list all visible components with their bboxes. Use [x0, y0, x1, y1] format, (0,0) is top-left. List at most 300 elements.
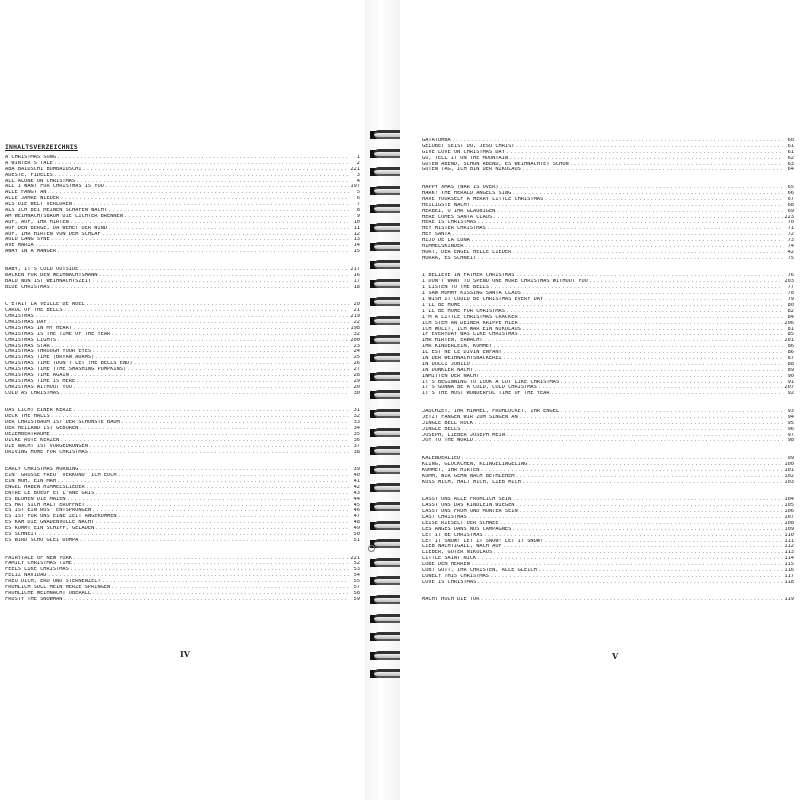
- toc-entry-page: 107: [784, 515, 794, 520]
- toc-entry-page: 66: [783, 191, 794, 197]
- toc-entry-title: AUF, IHR HIRTEN VON DEM SCHLAF: [5, 231, 101, 237]
- toc-entry-title: JINGLE BELL ROCK: [422, 420, 474, 426]
- toc-entry-title: LOVE IS CHRISTMAS: [422, 579, 477, 585]
- toc-entry-page: 53: [349, 567, 360, 573]
- toc-entry-title: I SAW MOMMY KISSING SANTA CLAUS: [422, 291, 521, 297]
- toc-entry: [422, 167, 794, 173]
- toc-entry-title: LEISE RIESELT DER SCHNEE: [422, 520, 499, 526]
- toc-entry-title: KOMMET, IHR HIRTEN: [422, 467, 480, 473]
- toc-entry-title: CHRISTMAS WITHOUT YOU: [5, 384, 72, 390]
- toc-entry-title: LOBE DEN HERREN: [422, 562, 470, 568]
- toc-entry-page: 47: [349, 514, 360, 520]
- toc-entry-page: 18: [349, 285, 360, 291]
- toc-entry-title: AUF DEN BERGE, DA WEHET DER WIND: [5, 225, 108, 231]
- toc-entry-title: IT'S BEGINNING TO LOOK A LOT LIKE CHRISTMAS: [422, 379, 560, 385]
- toc-entry-title: IHR KINDERLEIN, KOMMET: [422, 344, 493, 350]
- toc-entry-title: GIVE LOVE ON CHRISTMAS DAY: [422, 149, 505, 155]
- toc-leader-dots: [477, 256, 783, 262]
- toc-entry-page: 31: [349, 408, 360, 414]
- toc-entry-title: GUTEN TAG, ICH BIN DER NIKOLAUS: [422, 167, 521, 173]
- toc-entry-title: HEY MISTER CHRISTMAS: [422, 226, 486, 232]
- toc-entry-title: ICH STEH AN DEINER KRIPPE HIER: [422, 320, 518, 326]
- toc-entry-page: 45: [349, 503, 360, 509]
- toc-entry-title: DER CHRISTBAUM IST DER SCHÖNSTE BAUM: [5, 420, 120, 426]
- toc-entry-page: 12: [349, 232, 360, 238]
- toc-entry-title: BABY, IT'S COLD OUTSIDE: [5, 266, 79, 272]
- toc-entry-title: LONELY THIS CHRISTMAS: [422, 573, 489, 579]
- toc-entry-page: 113: [784, 550, 794, 556]
- toc-entry-title: CHRISTMAS TIME AGAIN: [5, 372, 69, 378]
- toc-entry-page: 49: [349, 526, 360, 532]
- toc-entry-page: 52: [349, 561, 360, 567]
- toc-entry-page: 17: [349, 279, 360, 285]
- toc-entry-page: 32: [349, 332, 360, 338]
- toc-entry-title: LET IT SNOW! LET IT SNOW! LET IT SNOW!: [422, 538, 544, 544]
- toc-entry-page: 35: [349, 432, 360, 438]
- toc-entry-page: 16: [349, 273, 360, 279]
- toc-entry-title: CHRISTMAS TIME (THE SMASHING PUMPKINS): [5, 367, 127, 373]
- toc-entry-page: 24: [349, 349, 360, 355]
- toc-entry-title: CHRISTMAS: [5, 314, 34, 320]
- toc-entry-title: DAS LICHT EINER KERZE: [5, 408, 72, 414]
- left-page: [0, 0, 375, 800]
- toc-entry-page: 203: [784, 279, 794, 285]
- toc-entry-title: ES BLÜHEN DIE MAIEN: [5, 496, 66, 502]
- toc-entry-title: GO, TELL IT ON THE MOUNTAIN: [422, 155, 509, 161]
- toc-entry-page: 48: [349, 520, 360, 526]
- toc-entry-title: HIJO DE LA LUNA: [422, 238, 470, 244]
- toc-entry-page: 30: [349, 391, 360, 397]
- toc-entry-title: COLD AS CHRISTMAS: [5, 390, 60, 396]
- toc-entry-page: 37: [349, 444, 360, 450]
- toc-entry-page: 94: [783, 415, 794, 421]
- toc-entry-title: KLING, GLÖCKCHEN, KLINGELINGELING: [422, 461, 528, 467]
- toc-entry-title: LET IT BE CHRISTMAS: [422, 532, 483, 538]
- toc-entry-page: 58: [349, 591, 360, 597]
- toc-entry-page: 86: [783, 350, 794, 356]
- toc-entry-title: C'ÉTAIT LA VEILLE DE NOËL: [5, 302, 85, 308]
- toc-entry-page: 51: [349, 538, 360, 544]
- toc-entry-title: KOMM, WIR GEHN NACH BETHLEHEM: [422, 473, 515, 479]
- toc-entry-title: CHRISTMAS IS THE TIME OF THE YEAR: [5, 331, 111, 337]
- toc-entry-page: 98: [783, 438, 794, 444]
- toc-entry-page: 81: [783, 327, 794, 333]
- toc-entry-title: ENGEL HABEN HIMMELSLIEDER: [5, 484, 85, 490]
- toc-entry-title: ES IST EIN ROS' ENTSPRUNGEN: [5, 508, 92, 514]
- toc-entry-title: FROSTY THE SNOWMAN: [5, 596, 63, 602]
- left-toc-list: [5, 155, 360, 603]
- toc-entry-title: ABA BAIDSCHI BUMBAIDSCHI: [5, 166, 82, 172]
- toc-entry-title: CHRISTMAS DAY: [5, 319, 47, 325]
- right-toc-list: [422, 138, 794, 603]
- toc-entry-page: 63: [783, 162, 794, 168]
- toc-entry-page: 42: [783, 250, 794, 256]
- toc-entry-title: I'LL BE HOME FOR CHRISTMAS: [422, 308, 505, 314]
- toc-entry-title: BALD NUN IST WEIHNACHTSZEIT: [5, 278, 92, 284]
- toc-entry-page: 38: [349, 450, 360, 456]
- toc-entry-page: 104: [784, 497, 794, 503]
- toc-entry-page: 82: [783, 309, 794, 315]
- toc-entry-title: ICH WOLLT, ICH WÄR EIN NIKOLAUS: [422, 326, 521, 332]
- toc-entry-title: HERE COMES SANTA CLAUS: [422, 214, 493, 220]
- toc-entry-title: LIEBER, GUTER NIKOLAUS: [422, 550, 493, 556]
- toc-entry-title: HARK! THE HERALD ANGELS SING: [422, 191, 512, 197]
- toc-entry-page: 91: [783, 380, 794, 386]
- toc-leader-dots: [79, 538, 349, 544]
- toc-entry-page: 115: [784, 562, 794, 568]
- toc-entry-page: 197: [350, 184, 360, 190]
- toc-entry-page: 76: [783, 273, 794, 279]
- toc-entry: [5, 450, 360, 456]
- toc-entry-title: EIN' GROSSE FREU' VERKÜND' ICH EUCH: [5, 473, 117, 479]
- toc-title: INHALTSVERZEICHNIS: [5, 143, 78, 151]
- toc-entry-page: 90: [783, 374, 794, 380]
- toc-entry-title: EARLY CHRISTMAS MORNING: [5, 467, 79, 473]
- toc-entry-page: 50: [349, 532, 360, 538]
- toc-entry-page: 61: [783, 150, 794, 156]
- toc-entry-page: 73: [783, 238, 794, 244]
- toc-entry-page: 65: [783, 185, 794, 191]
- toc-entry-page: 217: [350, 266, 360, 272]
- toc-entry-title: JINGLE BELLS: [422, 426, 461, 432]
- toc-entry-page: 198: [350, 325, 360, 331]
- toc-entry-page: 112: [784, 544, 794, 550]
- toc-entry-page: 36: [349, 438, 360, 444]
- toc-entry-page: 92: [783, 391, 794, 397]
- toc-entry: [5, 285, 360, 291]
- toc-entry-title: KÜSS MICH, HALT MICH, LIEB MICH: [422, 479, 521, 485]
- toc-entry-page: 55: [349, 579, 360, 585]
- toc-entry-page: 42: [349, 485, 360, 491]
- toc-entry-page: 119: [784, 597, 794, 603]
- toc-leader-dots: [477, 580, 783, 586]
- toc-entry-page: 43: [349, 491, 360, 497]
- toc-entry-title: ALL ALONE ON CHRISTMAS: [5, 178, 76, 184]
- toc-entry-page: 221: [350, 555, 360, 561]
- toc-entry-page: 223: [784, 214, 794, 220]
- toc-entry-title: FRÖHLICHE WEIHNACHT ÜBERALL: [5, 590, 92, 596]
- toc-entry-title: DECK THE HALLS: [5, 414, 50, 420]
- toc-entry-title: DER HEILAND IST GEBOREN: [5, 425, 79, 431]
- toc-entry-title: JOY TO THE WORLD: [422, 438, 474, 444]
- toc-entry-page: 88: [783, 362, 794, 368]
- toc-entry-page: 93: [783, 409, 794, 415]
- toc-entry-page: 40: [349, 473, 360, 479]
- toc-entry-page: 206: [784, 320, 794, 326]
- toc-entry-title: A WINTER'S TALE: [5, 160, 53, 166]
- toc-entry-title: EIN MUH, EIN MÄH: [5, 478, 57, 484]
- toc-entry-page: 77: [783, 285, 794, 291]
- toc-entry-page: 78: [783, 291, 794, 297]
- toc-entry-title: HERE IS CHRISTMAS: [422, 220, 477, 226]
- toc-entry-title: FREU DICH, ERD UND STERNENZELT: [5, 579, 101, 585]
- toc-leader-dots: [522, 167, 783, 173]
- toc-entry-page: 34: [349, 426, 360, 432]
- toc-entry-title: BACKEN FÜR DEN WEIHNACHTSMANN: [5, 272, 98, 278]
- toc-entry-page: 27: [349, 367, 360, 373]
- toc-entry-title: DICKE ROTE KERZEN: [5, 437, 60, 443]
- toc-entry: [5, 538, 360, 544]
- toc-leader-dots: [480, 597, 783, 603]
- toc-entry-page: 95: [783, 421, 794, 427]
- toc-entry-title: HERBEI, O IHR GLÄUBIGEN: [422, 208, 496, 214]
- toc-entry-title: ES SCHNEIT: [5, 532, 37, 537]
- toc-entry-title: AM WEIHNACHTSBAUM DIE LICHTER BRENNEN: [5, 213, 123, 219]
- toc-entry-title: CHRISTMAS THROUGH YOUR EYES: [5, 349, 92, 355]
- toc-entry-page: 72: [783, 232, 794, 238]
- toc-entry-title: LITTLE SAINT NICK: [422, 556, 477, 562]
- toc-entry-page: 22: [349, 320, 360, 326]
- toc-entry-page: 207: [784, 385, 794, 391]
- toc-leader-dots: [474, 438, 783, 444]
- toc-entry-title: GATATUMBA: [422, 138, 451, 143]
- toc-entry-page: 11: [349, 226, 360, 232]
- toc-entry-page: 69: [783, 209, 794, 215]
- toc-entry: [5, 391, 360, 397]
- toc-entry-page: 29: [349, 379, 360, 385]
- toc-entry-page: 1: [349, 155, 360, 161]
- toc-entry-page: 59: [349, 597, 360, 603]
- toc-entry-page: 7: [349, 202, 360, 208]
- toc-entry-title: ALLE JAHRE WIEDER: [5, 196, 60, 202]
- toc-entry-title: KALENDERLIED: [422, 456, 461, 462]
- toc-entry-page: 21: [349, 308, 360, 314]
- toc-entry-title: IN DER WEIHNACHTSBÄCKEREI: [422, 355, 502, 361]
- toc-entry-title: FELIZ NAVIDAD: [5, 573, 47, 579]
- toc-entry-page: 20: [349, 385, 360, 391]
- toc-entry-page: 61: [783, 144, 794, 150]
- toc-entry-title: LAST CHRISTMAS: [422, 515, 467, 520]
- toc-entry-page: 86: [783, 344, 794, 350]
- toc-entry-page: 103: [784, 479, 794, 485]
- toc-entry-title: LIEB NACHTIGALL, WACH AUF: [422, 544, 502, 550]
- toc-entry-title: JETZT FANGEN WIR ZUM SINGEN AN: [422, 414, 518, 420]
- right-page: [400, 0, 800, 800]
- toc-entry-title: CHRISTMAS TIME (DON'T LET THE BELLS END): [5, 361, 133, 367]
- toc-entry: [422, 580, 794, 586]
- toc-entry-page: 32: [349, 414, 360, 420]
- toc-entry-title: I DON'T WANT TO SPEND ONE MORE CHRISTMAS WITHOUT YOU: [422, 279, 588, 285]
- toc-entry-title: CAROL OF THE BELLS: [5, 308, 63, 314]
- toc-entry-page: 102: [784, 473, 794, 479]
- toc-entry-page: 111: [784, 538, 794, 544]
- toc-entry-title: HORRA, ES SCHNEIT: [422, 255, 477, 261]
- toc-entry-title: ES KAM DIE GNADENVOLLE NACHT: [5, 520, 95, 526]
- toc-entry-page: 20: [349, 302, 360, 308]
- toc-entry-page: 101: [784, 467, 794, 473]
- toc-entry-title: LASST UNS FROH UND MUNTER SEIN: [422, 509, 518, 515]
- toc-entry-title: ENTRE LE BOEUF ET L'ÂNE GRIS: [5, 490, 95, 496]
- toc-entry-title: HAPPY XMAS (WAR IS OVER): [422, 185, 499, 191]
- toc-entry-title: ES HAT SICH HALT ERÖFFNET: [5, 502, 85, 508]
- toc-entry-page: 39: [349, 467, 360, 473]
- toc-entry-page: 67: [783, 197, 794, 203]
- toc-entry-page: 200: [350, 337, 360, 343]
- toc-entry: [422, 438, 794, 444]
- toc-entry-title: CHRISTMAS TIME IS HERE: [5, 378, 76, 384]
- toc-entry-title: AWAY IN A MANGER: [5, 249, 57, 255]
- toc-entry-page: 62: [783, 156, 794, 162]
- toc-entry-page: 109: [784, 526, 794, 532]
- toc-entry-title: IL EST NÉ LE DIVIN ENFANT: [422, 350, 502, 356]
- toc-leader-dots: [60, 391, 349, 397]
- toc-entry-page: 23: [349, 344, 360, 350]
- toc-entry-title: ES WIRD SCHO GLEI DUMPA: [5, 537, 79, 543]
- toc-entry-title: DEZEMBERTRÄUME: [5, 431, 50, 437]
- toc-entry-title: HAVE YOURSELF A MERRY LITTLE CHRISTMAS: [422, 196, 544, 202]
- toc-entry-title: CHRISTMAS STAR: [5, 343, 50, 349]
- toc-entry-title: LASST UNS ALLE FRÖHLICH SEIN: [422, 497, 512, 503]
- toc-entry-title: CHRISTMAS TIME (BRYAN ADAMS): [5, 355, 95, 361]
- toc-entry-page: 28: [349, 373, 360, 379]
- toc-entry-page: 71: [783, 226, 794, 232]
- toc-entry-title: HÖRT, DER ENGEL HELLE LIEDER: [422, 249, 512, 255]
- toc-entry-title: ES IST FÜR UNS EINE ZEIT ANGEKOMMEN: [5, 514, 117, 520]
- toc-entry-page: 68: [783, 203, 794, 209]
- toc-entry-title: I'LL BE HOME: [422, 302, 461, 308]
- toc-entry-page: 97: [783, 433, 794, 439]
- toc-entry-title: LES ANGES DANS NOS CAMPAGNES: [422, 526, 512, 532]
- toc-entry-title: ALS DIE WELT VERLOREN: [5, 202, 72, 208]
- toc-entry-page: 33: [349, 420, 360, 426]
- toc-entry-title: CHRISTMAS IN MY HEART: [5, 325, 72, 331]
- toc-entry-title: AULD LANG SYNE: [5, 237, 50, 243]
- toc-entry-title: FRÖHLICH SOLL MEIN HERZE SPRINGEN: [5, 585, 111, 591]
- toc-entry-page: 2: [349, 161, 360, 167]
- toc-entry-title: FEELS LIKE CHRISTMAS: [5, 567, 69, 573]
- toc-leader-dots: [522, 480, 783, 486]
- toc-entry-page: 60: [783, 138, 794, 144]
- toc-entry: [422, 391, 794, 397]
- toc-entry-title: ES KOMMT EIN SCHIFF, GELADEN: [5, 526, 95, 532]
- toc-entry-page: 84: [783, 315, 794, 321]
- toc-entry-page: 75: [783, 256, 794, 262]
- toc-entry-page: 106: [784, 509, 794, 515]
- toc-entry-page: 79: [783, 297, 794, 303]
- toc-entry-page: 74: [783, 244, 794, 250]
- toc-entry-page: 14: [349, 243, 360, 249]
- toc-entry-title: AUF, AUF, IHR HIRTEN: [5, 219, 69, 225]
- toc-entry-title: BLUE CHRISTMAS: [5, 284, 50, 290]
- toc-entry-title: DIE NACHT IST VORGEDRUNGEN: [5, 443, 88, 449]
- toc-entry-page: 5: [349, 190, 360, 196]
- toc-entry-page: 64: [783, 167, 794, 173]
- toc-leader-dots: [89, 450, 349, 456]
- toc-entry-title: ALL I WANT FOR CHRISTMAS IS YOU: [5, 184, 104, 190]
- toc-entry-title: FAMILY CHRISTMAS TIME: [5, 561, 72, 567]
- toc-entry-page: 26: [349, 361, 360, 367]
- punch-mark-icon: [368, 545, 375, 552]
- toc-leader-dots: [57, 249, 349, 255]
- toc-entry-page: 6: [349, 196, 360, 202]
- toc-entry-page: 118: [784, 579, 794, 585]
- toc-entry-title: HEY SANTA: [422, 232, 451, 238]
- toc-entry-page: 96: [783, 427, 794, 433]
- toc-entry-title: IHR HIRTEN, ERWACHT: [422, 338, 483, 344]
- toc-entry-page: 99: [783, 456, 794, 462]
- toc-entry: [422, 597, 794, 603]
- toc-entry-page: 117: [784, 573, 794, 579]
- toc-entry-page: 15: [349, 249, 360, 255]
- toc-entry-title: IF EVERYDAY WAS LIKE CHRISTMAS: [422, 332, 518, 338]
- toc-entry-page: 4: [349, 179, 360, 185]
- toc-entry-page: 9: [349, 214, 360, 220]
- toc-entry: [422, 256, 794, 262]
- toc-entry-title: CHRISTMAS LIGHTS: [5, 337, 57, 343]
- toc-entry-page: 57: [349, 585, 360, 591]
- toc-entry-title: ADESTE, FIDELES: [5, 172, 53, 178]
- toc-entry-title: LASST UNS DAS KINDLEIN WIEGEN: [422, 503, 515, 509]
- toc-entry-page: 110: [784, 532, 794, 538]
- toc-entry-title: MACHT HOCH DIE TÜR: [422, 597, 480, 603]
- toc-entry-page: 114: [784, 556, 794, 562]
- toc-entry-page: 3: [349, 173, 360, 179]
- toc-entry: [422, 480, 794, 486]
- toc-entry-page: 70: [783, 220, 794, 226]
- toc-entry-title: I BELIEVE IN FATHER CHRISTMAS: [422, 273, 515, 279]
- toc-entry-title: JOSEPH, LIEBER JOSEPH MEIN: [422, 432, 505, 438]
- toc-entry-page: 10: [349, 220, 360, 226]
- toc-entry-title: DRIVING HOME FOR CHRISTMAS: [5, 449, 88, 455]
- toc-entry-page: 85: [783, 332, 794, 338]
- toc-entry-title: HIMMELSKINDER: [422, 244, 464, 250]
- toc-entry-page: 116: [784, 568, 794, 574]
- toc-leader-dots: [51, 285, 349, 291]
- toc-entry-title: JAUCHZET, IHR HIMMEL, FROHLOCKET, IHR ENGEL: [422, 408, 560, 414]
- toc-entry-page: 89: [783, 368, 794, 374]
- toc-entry-title: IN DULCI JUBILO: [422, 361, 470, 367]
- toc-entry-title: I'M A LITTLE CHRISTMAS CRACKER: [422, 314, 518, 320]
- toc-entry-page: 201: [784, 338, 794, 344]
- toc-leader-dots: [63, 597, 349, 603]
- toc-entry-page: 221: [350, 166, 360, 172]
- toc-entry-title: FAIRYTALE OF NEW YORK: [5, 555, 72, 561]
- toc-entry: [5, 249, 360, 255]
- toc-entry-page: 219: [350, 314, 360, 320]
- toc-entry-title: ALS ICH BEI MEINEN SCHAFEN WACHT: [5, 208, 108, 214]
- toc-entry-page: 54: [349, 573, 360, 579]
- toc-entry-title: ALLE FANGT AN: [5, 190, 47, 196]
- toc-entry-title: A CHRISTMAS SONG: [5, 155, 57, 160]
- toc-entry-page: 100: [784, 461, 794, 467]
- toc-entry-page: 46: [349, 508, 360, 514]
- toc-entry-title: GUTEN ABEND, SCHÖN ABEND, ES WEIHNACHTET SCHON: [422, 161, 569, 167]
- toc-entry-page: 105: [784, 503, 794, 509]
- left-page-number: IV: [180, 649, 190, 659]
- toc-entry-page: 13: [349, 237, 360, 243]
- toc-entry-title: GELOBET SEIST DU, JESU CHRIST: [422, 143, 515, 149]
- toc-entry-title: LOBT GOTT, IHR CHRISTEN, ALLE GLEICH: [422, 568, 537, 574]
- right-page-number: V: [612, 651, 619, 661]
- toc-entry-title: I WISH IT COULD BE CHRISTMAS EVERY DAY: [422, 297, 544, 303]
- toc-entry-title: IN DUNKLER NACHT: [422, 367, 474, 373]
- toc-entry-page: 44: [349, 497, 360, 503]
- toc-entry-title: I LISTEN TO THE BELLS: [422, 285, 489, 291]
- toc-leader-dots: [551, 391, 783, 397]
- toc-entry-page: 87: [783, 356, 794, 362]
- toc-entry-title: AVE MARIA: [5, 243, 34, 249]
- toc-entry-page: 41: [349, 479, 360, 485]
- toc-entry-title: INMITTEN DER NACHT: [422, 373, 480, 379]
- toc-entry-page: 25: [349, 355, 360, 361]
- toc-entry-title: HEILIGSTE NACHT: [422, 202, 470, 208]
- toc-entry: [5, 597, 360, 603]
- toc-entry-page: 8: [349, 208, 360, 214]
- toc-entry-title: IT'S GONNA BE A COLD, COLD CHRISTMAS: [422, 385, 537, 391]
- toc-entry-page: 108: [784, 520, 794, 526]
- toc-entry-title: IT'S THE MOST WONDERFUL TIME OF THE YEAR: [422, 391, 550, 397]
- toc-entry-page: 80: [783, 303, 794, 309]
